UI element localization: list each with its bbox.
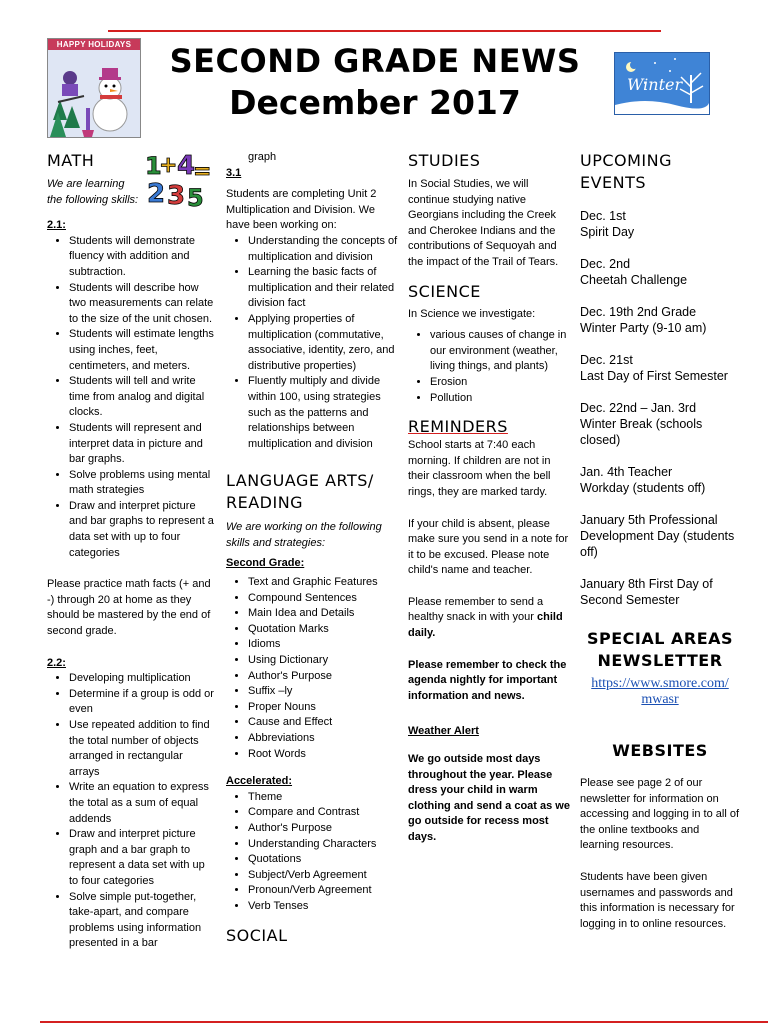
list-item: • Compound Sentences	[248, 591, 398, 607]
studies-heading: STUDIES	[408, 151, 481, 170]
event-date: Dec. 1st	[580, 209, 626, 223]
science-heading: SCIENCE	[408, 281, 481, 301]
math-continued: graph	[248, 151, 277, 163]
second-grade-list	[226, 575, 398, 762]
svg-text:1: 1	[145, 152, 162, 180]
winter-image	[614, 52, 710, 115]
reminder-school-start: School starts at 7:40 each morning. If children are not in their classroom when the bell rings, they are marked tardy.	[408, 439, 551, 498]
list-item: • Students will demonstrate fluency with addition and subtraction.	[69, 234, 215, 281]
reminder-agenda: Please remember to check the agenda nightly for important information and news.	[408, 658, 567, 702]
events-column	[580, 150, 740, 932]
list-item: • Compare and Contrast	[248, 805, 398, 821]
list-item: • Solve problems using mental math strategies	[69, 468, 215, 499]
language-arts-column	[226, 150, 398, 947]
list-item: • Author's Purpose	[248, 821, 398, 837]
list-item: • Theme	[248, 790, 398, 806]
event-date: Jan. 4th Teacher	[580, 465, 673, 479]
language-arts-intro: We are working on the following skills and strategies:	[226, 521, 382, 549]
list-item: • Quotation Marks	[248, 622, 398, 638]
language-arts-heading-1: LANGUAGE ARTS/	[226, 471, 374, 491]
math-intro: We are learning the following skills:	[47, 178, 139, 206]
studies-text: In Social Studies, we will continue studying native Georgians including the Creek and Cherokee Indians and the contributions of Sequoyah and the impact of the Trail of Tears.	[408, 178, 559, 268]
list-item: • Author's Purpose	[248, 669, 398, 685]
event-description: Winter Party (9-10 am)	[580, 321, 707, 335]
list-item: • Pronoun/Verb Agreement	[248, 883, 398, 899]
list-item: • Text and Graphic Features	[248, 575, 398, 591]
accelerated-list	[226, 790, 398, 915]
list-item: • Pollution	[430, 391, 572, 407]
svg-text:5: 5	[187, 184, 204, 210]
event-item	[580, 464, 740, 496]
bottom-rule	[40, 1021, 768, 1023]
list-item: • Fluently multiply and divide within 100, using strategies such as the patterns and relationships between multiplication and division	[248, 374, 398, 452]
weather-alert-label: Weather Alert	[408, 725, 479, 738]
event-item	[580, 576, 740, 608]
list-item: • Students will estimate lengths using inches, feet, centimeters, and meters.	[69, 327, 215, 374]
special-areas-heading-1: SPECIAL AREAS	[586, 629, 734, 648]
science-list	[408, 328, 572, 406]
list-item: • Students will describe how two measurements can relate to the size of the unit chosen.	[69, 281, 215, 328]
math-heading: MATH	[47, 151, 95, 170]
studies-column	[408, 150, 572, 846]
list-item: • Learning the basic facts of multiplication and their related division fact	[248, 265, 398, 312]
social-heading: SOCIAL	[226, 925, 288, 945]
event-description: Second Semester	[580, 593, 680, 607]
event-description: Cheetah Challenge	[580, 273, 688, 287]
event-description: Winter Break (schools closed)	[580, 417, 703, 447]
reminder-snack	[408, 595, 572, 642]
math-2-2-list	[47, 671, 215, 952]
second-grade-label: Second Grade:	[226, 557, 305, 570]
math-practice-note: Please practice math facts (+ and -) through 20 at home as they should be mastered by the end of second grade.	[47, 578, 211, 638]
list-item: • Solve simple put-together, take-apart, and compare problems using information presented in a bar	[69, 890, 215, 952]
list-item: • Applying properties of multiplication (commutative, associative, identity, zero, and distributive properties)	[248, 312, 398, 374]
upcoming-heading-2: EVENTS	[580, 173, 647, 192]
top-rule	[108, 30, 661, 32]
event-date: Dec. 2nd	[580, 257, 631, 271]
math-section-2-2: 2.2:	[47, 656, 66, 669]
holiday-banner: HAPPY HOLIDAYS	[48, 39, 140, 50]
math-section-3-1: 3.1	[226, 166, 242, 179]
svg-text:=: =	[193, 159, 212, 184]
accelerated-label: Accelerated:	[226, 775, 293, 788]
event-date: January 8th First Day of	[580, 577, 713, 591]
list-item: • Main Idea and Details	[248, 606, 398, 622]
event-description: Workday (students off)	[580, 481, 706, 495]
list-item: • Idioms	[248, 637, 398, 653]
list-item: • Abbreviations	[248, 731, 398, 747]
event-description: Spirit Day	[580, 225, 635, 239]
event-date: Dec. 22nd – Jan. 3rd	[580, 401, 697, 415]
event-item	[580, 208, 740, 240]
svg-text:4: 4	[177, 151, 196, 181]
math-column	[47, 150, 215, 952]
reminder-snack-text: Please remember to send a healthy snack in with your	[408, 595, 544, 624]
upcoming-heading-1: UPCOMING	[580, 151, 673, 170]
language-arts-heading-2: READING	[226, 493, 304, 513]
event-item	[580, 256, 740, 288]
reminder-snack-bold: child daily.	[408, 611, 563, 640]
websites-text: Please see page 2 of our newsletter for information on accessing and logging in to all of the online textbooks and learning resources.	[580, 777, 739, 852]
list-item: • Draw and interpret picture graph and a bar graph to represent a data set with up to four categories	[69, 827, 215, 889]
list-item: • Draw and interpret picture and bar graphs to represent a data set with up to four categories	[69, 499, 215, 561]
math-2-1-list	[47, 234, 215, 561]
newsletter-title: SECOND GRADE NEWS	[169, 42, 581, 80]
event-description: Development Day (students off)	[580, 529, 735, 559]
list-item: • Use repeated addition to find the total number of objects arranged in rectangular arrays	[69, 718, 215, 780]
event-item	[580, 304, 740, 336]
list-item: • Erosion	[430, 375, 572, 391]
snowman-icon	[48, 50, 140, 137]
list-item: • Root Words	[248, 747, 398, 763]
list-item: • Determine if a group is odd or even	[69, 687, 215, 718]
list-item: • Students will represent and interpret data in picture and bar graphs.	[69, 421, 215, 468]
unit-2-text: Students are completing Unit 2 Multiplication and Division. We have been working on:	[226, 188, 377, 232]
science-intro: In Science we investigate:	[408, 307, 536, 320]
math-section-2-1: 2.1:	[47, 219, 66, 232]
newsletter-date: December 2017	[229, 83, 521, 122]
special-areas-heading-2: NEWSLETTER	[597, 651, 723, 670]
winter-label: Winter	[627, 75, 683, 94]
list-item: • Subject/Verb Agreement	[248, 868, 398, 884]
list-item: • various causes of change in our environment (weather, living things, and plants)	[430, 328, 572, 375]
weather-alert-text: We go outside most days throughout the year. Please dress your child in warm clothing and send a coat as we go outside for recess most days.	[408, 753, 570, 843]
list-item: • Proper Nouns	[248, 700, 398, 716]
list-item: • Cause and Effect	[248, 715, 398, 731]
list-item: • Quotations	[248, 852, 398, 868]
list-item: • Suffix –ly	[248, 684, 398, 700]
svg-text:+: +	[159, 153, 178, 178]
smore-newsletter-link[interactable]: https://www.smore.com/mwasr	[591, 676, 729, 707]
unit-2-list	[226, 234, 398, 452]
event-date: January 5th Professional	[580, 513, 718, 527]
list-item: • Understanding the concepts of multiplication and division	[248, 234, 398, 265]
reminder-absence: If your child is absent, please make sure you send in a note for it to be excused. Please note child's name and teacher.	[408, 517, 569, 577]
list-item: • Verb Tenses	[248, 899, 398, 915]
event-item	[580, 400, 740, 448]
list-item: • Students will tell and write time from analog and digital clocks.	[69, 374, 215, 421]
svg-text:2: 2	[147, 179, 166, 209]
event-item	[580, 512, 740, 560]
list-item: • Using Dictionary	[248, 653, 398, 669]
reminders-heading: REMINDERS	[408, 417, 508, 437]
websites-heading: WEBSITES	[612, 741, 708, 760]
svg-text:3: 3	[167, 181, 186, 210]
event-date: Dec. 19th 2nd Grade	[580, 305, 697, 319]
list-item: • Understanding Characters	[248, 837, 398, 853]
list-item: • Developing multiplication	[69, 671, 215, 687]
list-item: • Write an equation to express the total as a sum of equal addends	[69, 780, 215, 827]
websites-login-text: Students have been given usernames and passwords and this information is necessary for logging in to online resources.	[580, 870, 735, 930]
event-item	[580, 352, 740, 384]
event-date: Dec. 21st	[580, 353, 633, 367]
happy-holidays-image	[47, 38, 141, 138]
event-description: Last Day of First Semester	[580, 369, 728, 383]
